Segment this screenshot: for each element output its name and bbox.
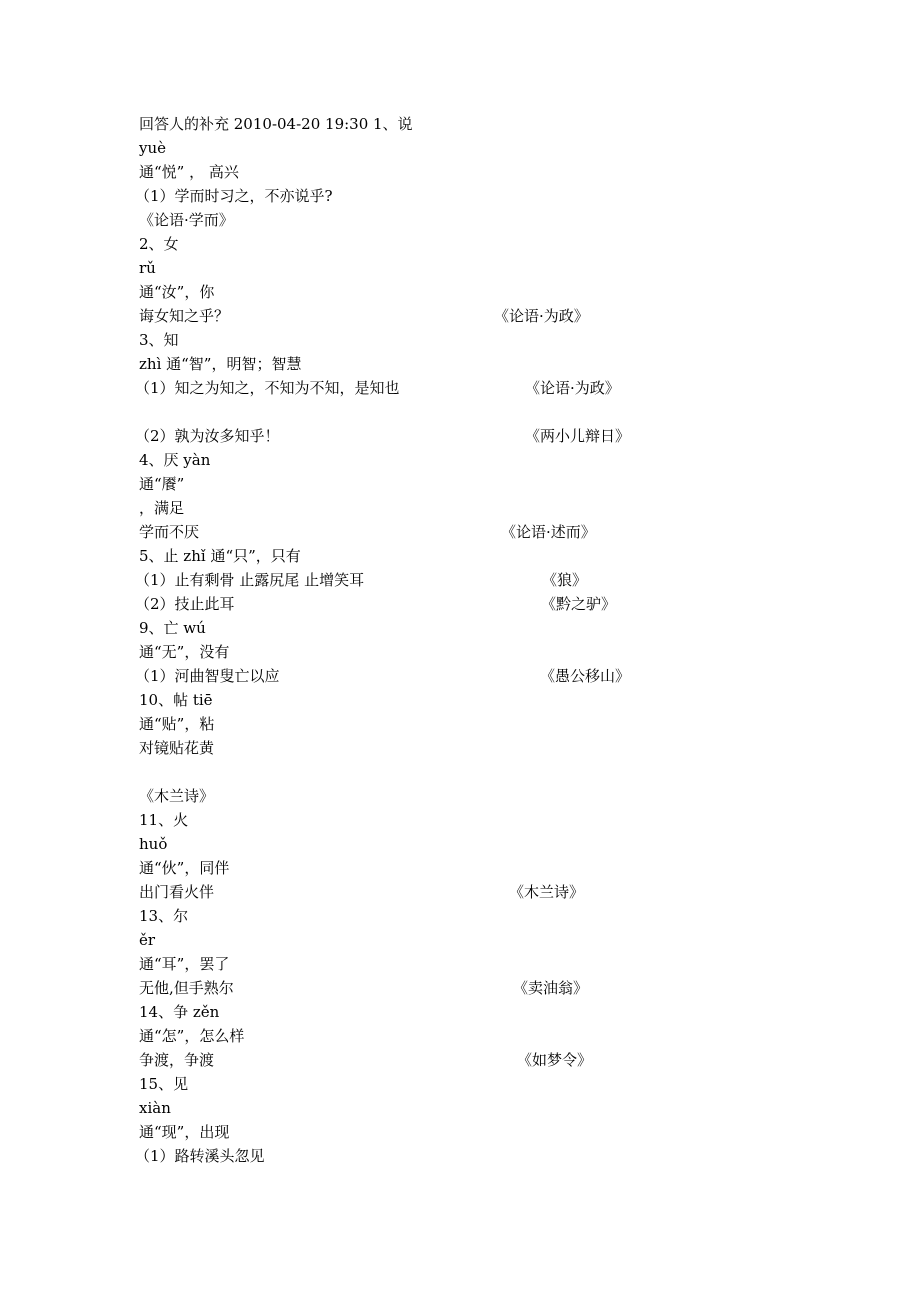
- text-line: [139, 1048, 639, 1072]
- source-citation: 《论语·为政》: [525, 379, 620, 397]
- text-line: [139, 448, 639, 472]
- text-line: [139, 1096, 639, 1120]
- line-text: 10、帖 tiē: [139, 691, 213, 709]
- line-text: 13、尔: [139, 907, 189, 925]
- document-body: [135, 112, 639, 1168]
- line-text: huǒ: [139, 835, 168, 853]
- line-text: 4、厌 yàn: [139, 451, 211, 469]
- text-line: [135, 1144, 639, 1168]
- line-text: 5、止 zhǐ 通“只”，只有: [139, 547, 301, 565]
- text-line: [135, 568, 639, 592]
- text-line: [139, 1120, 639, 1144]
- text-line: [139, 712, 639, 736]
- line-text: 《论语·学而》: [139, 211, 234, 229]
- text-line: [139, 1000, 639, 1024]
- line-text: （1）知之为知之，不知为不知，是知也: [135, 379, 400, 397]
- text-line: [139, 472, 639, 496]
- line-text: 争渡，争渡: [139, 1051, 215, 1069]
- line-text: 通“汝”，你: [139, 283, 215, 301]
- line-text: xiàn: [139, 1099, 171, 1117]
- line-text: （1）止有剩骨 止露尻尾 止增笑耳: [135, 571, 365, 589]
- text-line: [139, 856, 639, 880]
- text-line: [139, 976, 639, 1000]
- text-line: [139, 736, 639, 760]
- text-line: [139, 160, 639, 184]
- source-citation: 《如梦令》: [517, 1051, 593, 1069]
- text-line: [135, 592, 639, 616]
- line-text: 出门看火伴: [139, 883, 215, 901]
- line-text: 3、知: [139, 331, 179, 349]
- line-text: 通“贴”，粘: [139, 715, 215, 733]
- line-text: 通“现”，出现: [139, 1123, 230, 1141]
- line-text: 2、女: [139, 235, 179, 253]
- line-text: 通“怎”，怎么样: [139, 1027, 245, 1045]
- text-line: [139, 784, 639, 808]
- line-text: 通“餍”: [139, 475, 185, 493]
- blank-line: [139, 760, 639, 784]
- line-text: （2）孰为汝多知乎！: [135, 427, 280, 445]
- text-line: [139, 952, 639, 976]
- line-text: （2）技止此耳: [135, 595, 235, 613]
- text-line: [139, 328, 639, 352]
- line-text: （1）学而时习之，不亦说乎?: [135, 187, 333, 205]
- text-line: [139, 112, 639, 136]
- line-text: 对镜贴花黄: [139, 739, 215, 757]
- source-citation: 《狼》: [542, 571, 588, 589]
- blank-line: [139, 400, 639, 424]
- text-line: [139, 136, 639, 160]
- text-line: [139, 640, 639, 664]
- line-text: 学而不厌: [139, 523, 200, 541]
- line-text: 11、火: [139, 811, 189, 829]
- text-line: [139, 688, 639, 712]
- line-text: rǔ: [139, 259, 156, 277]
- line-text: 回答人的补充 2010-04-20 19:30 1、说: [139, 115, 413, 133]
- line-text: ，满足: [139, 499, 185, 517]
- line-text: zhì 通“智”，明智；智慧: [139, 355, 302, 373]
- source-citation: 《木兰诗》: [509, 883, 585, 901]
- line-text: 14、争 zěn: [139, 1003, 220, 1021]
- text-line: [139, 280, 639, 304]
- text-line: [139, 928, 639, 952]
- text-line: [139, 880, 639, 904]
- line-text: 诲女知之乎？: [139, 307, 230, 325]
- text-line: [139, 1024, 639, 1048]
- line-text: 通“无”，没有: [139, 643, 230, 661]
- source-citation: 《论语·为政》: [494, 307, 589, 325]
- line-text: （1）路转溪头忽见: [135, 1147, 265, 1165]
- text-line: [135, 184, 639, 208]
- source-citation: 《愚公移山》: [540, 667, 631, 685]
- text-line: [139, 520, 639, 544]
- text-line: [139, 904, 639, 928]
- text-line: [139, 208, 639, 232]
- line-text: 通“耳”，罢了: [139, 955, 230, 973]
- text-line: [135, 664, 639, 688]
- line-text: ěr: [139, 931, 156, 949]
- line-text: 通“悦” ， 高兴: [139, 163, 239, 181]
- text-line: [139, 616, 639, 640]
- line-text: 15、见: [139, 1075, 189, 1093]
- text-line: [139, 1072, 639, 1096]
- text-line: [139, 496, 639, 520]
- text-line: [139, 832, 639, 856]
- text-line: [139, 352, 639, 376]
- source-citation: 《两小儿辩日》: [525, 427, 631, 445]
- source-citation: 《论语·述而》: [501, 523, 596, 541]
- source-citation: 《黔之驴》: [541, 595, 617, 613]
- line-text: 无他,但手熟尔: [139, 979, 234, 997]
- source-citation: 《卖油翁》: [513, 979, 589, 997]
- line-text: yuè: [139, 139, 167, 157]
- text-line: [139, 544, 639, 568]
- line-text: 通“伙”，同伴: [139, 859, 230, 877]
- text-line: [135, 424, 639, 448]
- text-line: [139, 256, 639, 280]
- text-line: [139, 808, 639, 832]
- line-text: 《木兰诗》: [139, 787, 215, 805]
- text-line: [139, 232, 639, 256]
- line-text: （1）河曲智叟亡以应: [135, 667, 280, 685]
- text-line: [139, 304, 639, 328]
- line-text: 9、亡 wú: [139, 619, 206, 637]
- text-line: [135, 376, 639, 400]
